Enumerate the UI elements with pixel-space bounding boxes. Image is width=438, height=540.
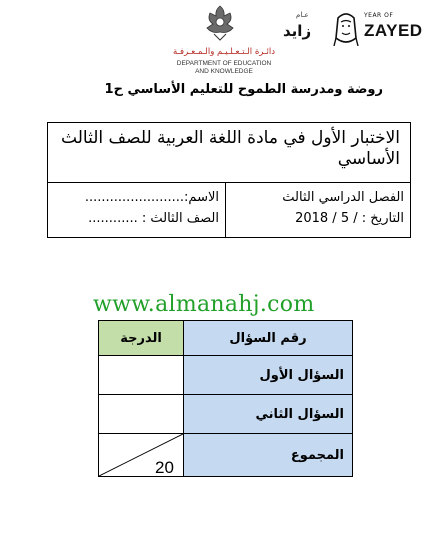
score-table [98, 320, 353, 477]
falcon-emblem-icon [203, 4, 237, 42]
exam-title-line2: الأساسي [337, 149, 400, 169]
student-info-cell [48, 183, 226, 237]
year-of-zayed-logo [283, 8, 430, 48]
score-table-header [99, 321, 353, 356]
question-2-label: السؤال الثاني [184, 395, 353, 434]
exam-title-line1: الاختبار الأول في مادة اللغة العربية للصف الثالث [61, 128, 400, 148]
grade-header: الدرجة [99, 321, 184, 356]
table-row [99, 356, 353, 395]
adek-english-name-line2: AND KNOWLEDGE [195, 68, 253, 75]
semester-date-cell [226, 183, 410, 237]
year-ar-label: عـام [296, 11, 309, 19]
zayed-portrait-icon [332, 8, 360, 46]
table-row [99, 395, 353, 434]
question-number-header: رقم السؤال [184, 321, 353, 356]
question-1-label: السؤال الأول [184, 356, 353, 395]
question-2-grade [99, 395, 184, 434]
exam-title [48, 123, 410, 183]
adek-logo [165, 4, 285, 76]
semester-label: الفصل الدراسي الثالث [282, 190, 404, 205]
adek-arabic-name: دائـرة الـتـعـلـيـم والـمـعـرفـة [173, 47, 275, 57]
year-of-label: YEAR OF [364, 12, 394, 19]
watermark: www.almanahj.com [93, 292, 315, 317]
total-label: المجموع [184, 434, 353, 477]
zayed-ar-label: زايد [283, 22, 312, 40]
adek-english-name-line1: DEPARTMENT OF EDUCATION [176, 60, 272, 67]
total-max-score: 20 [155, 458, 174, 477]
student-name-field: الاسم:........................ [84, 190, 219, 205]
exam-info-box [47, 122, 411, 238]
question-1-grade [99, 356, 184, 395]
school-name: روضة ومدرسة الطموح للتعليم الأساسي ح1 [104, 82, 383, 97]
zayed-label: ZAYED [364, 21, 423, 40]
date-label: التاريخ : / 5 / 2018 [295, 211, 404, 226]
total-row [99, 434, 353, 477]
total-grade-cell [99, 434, 184, 477]
class-field: الصف الثالث : ............ [88, 211, 219, 226]
